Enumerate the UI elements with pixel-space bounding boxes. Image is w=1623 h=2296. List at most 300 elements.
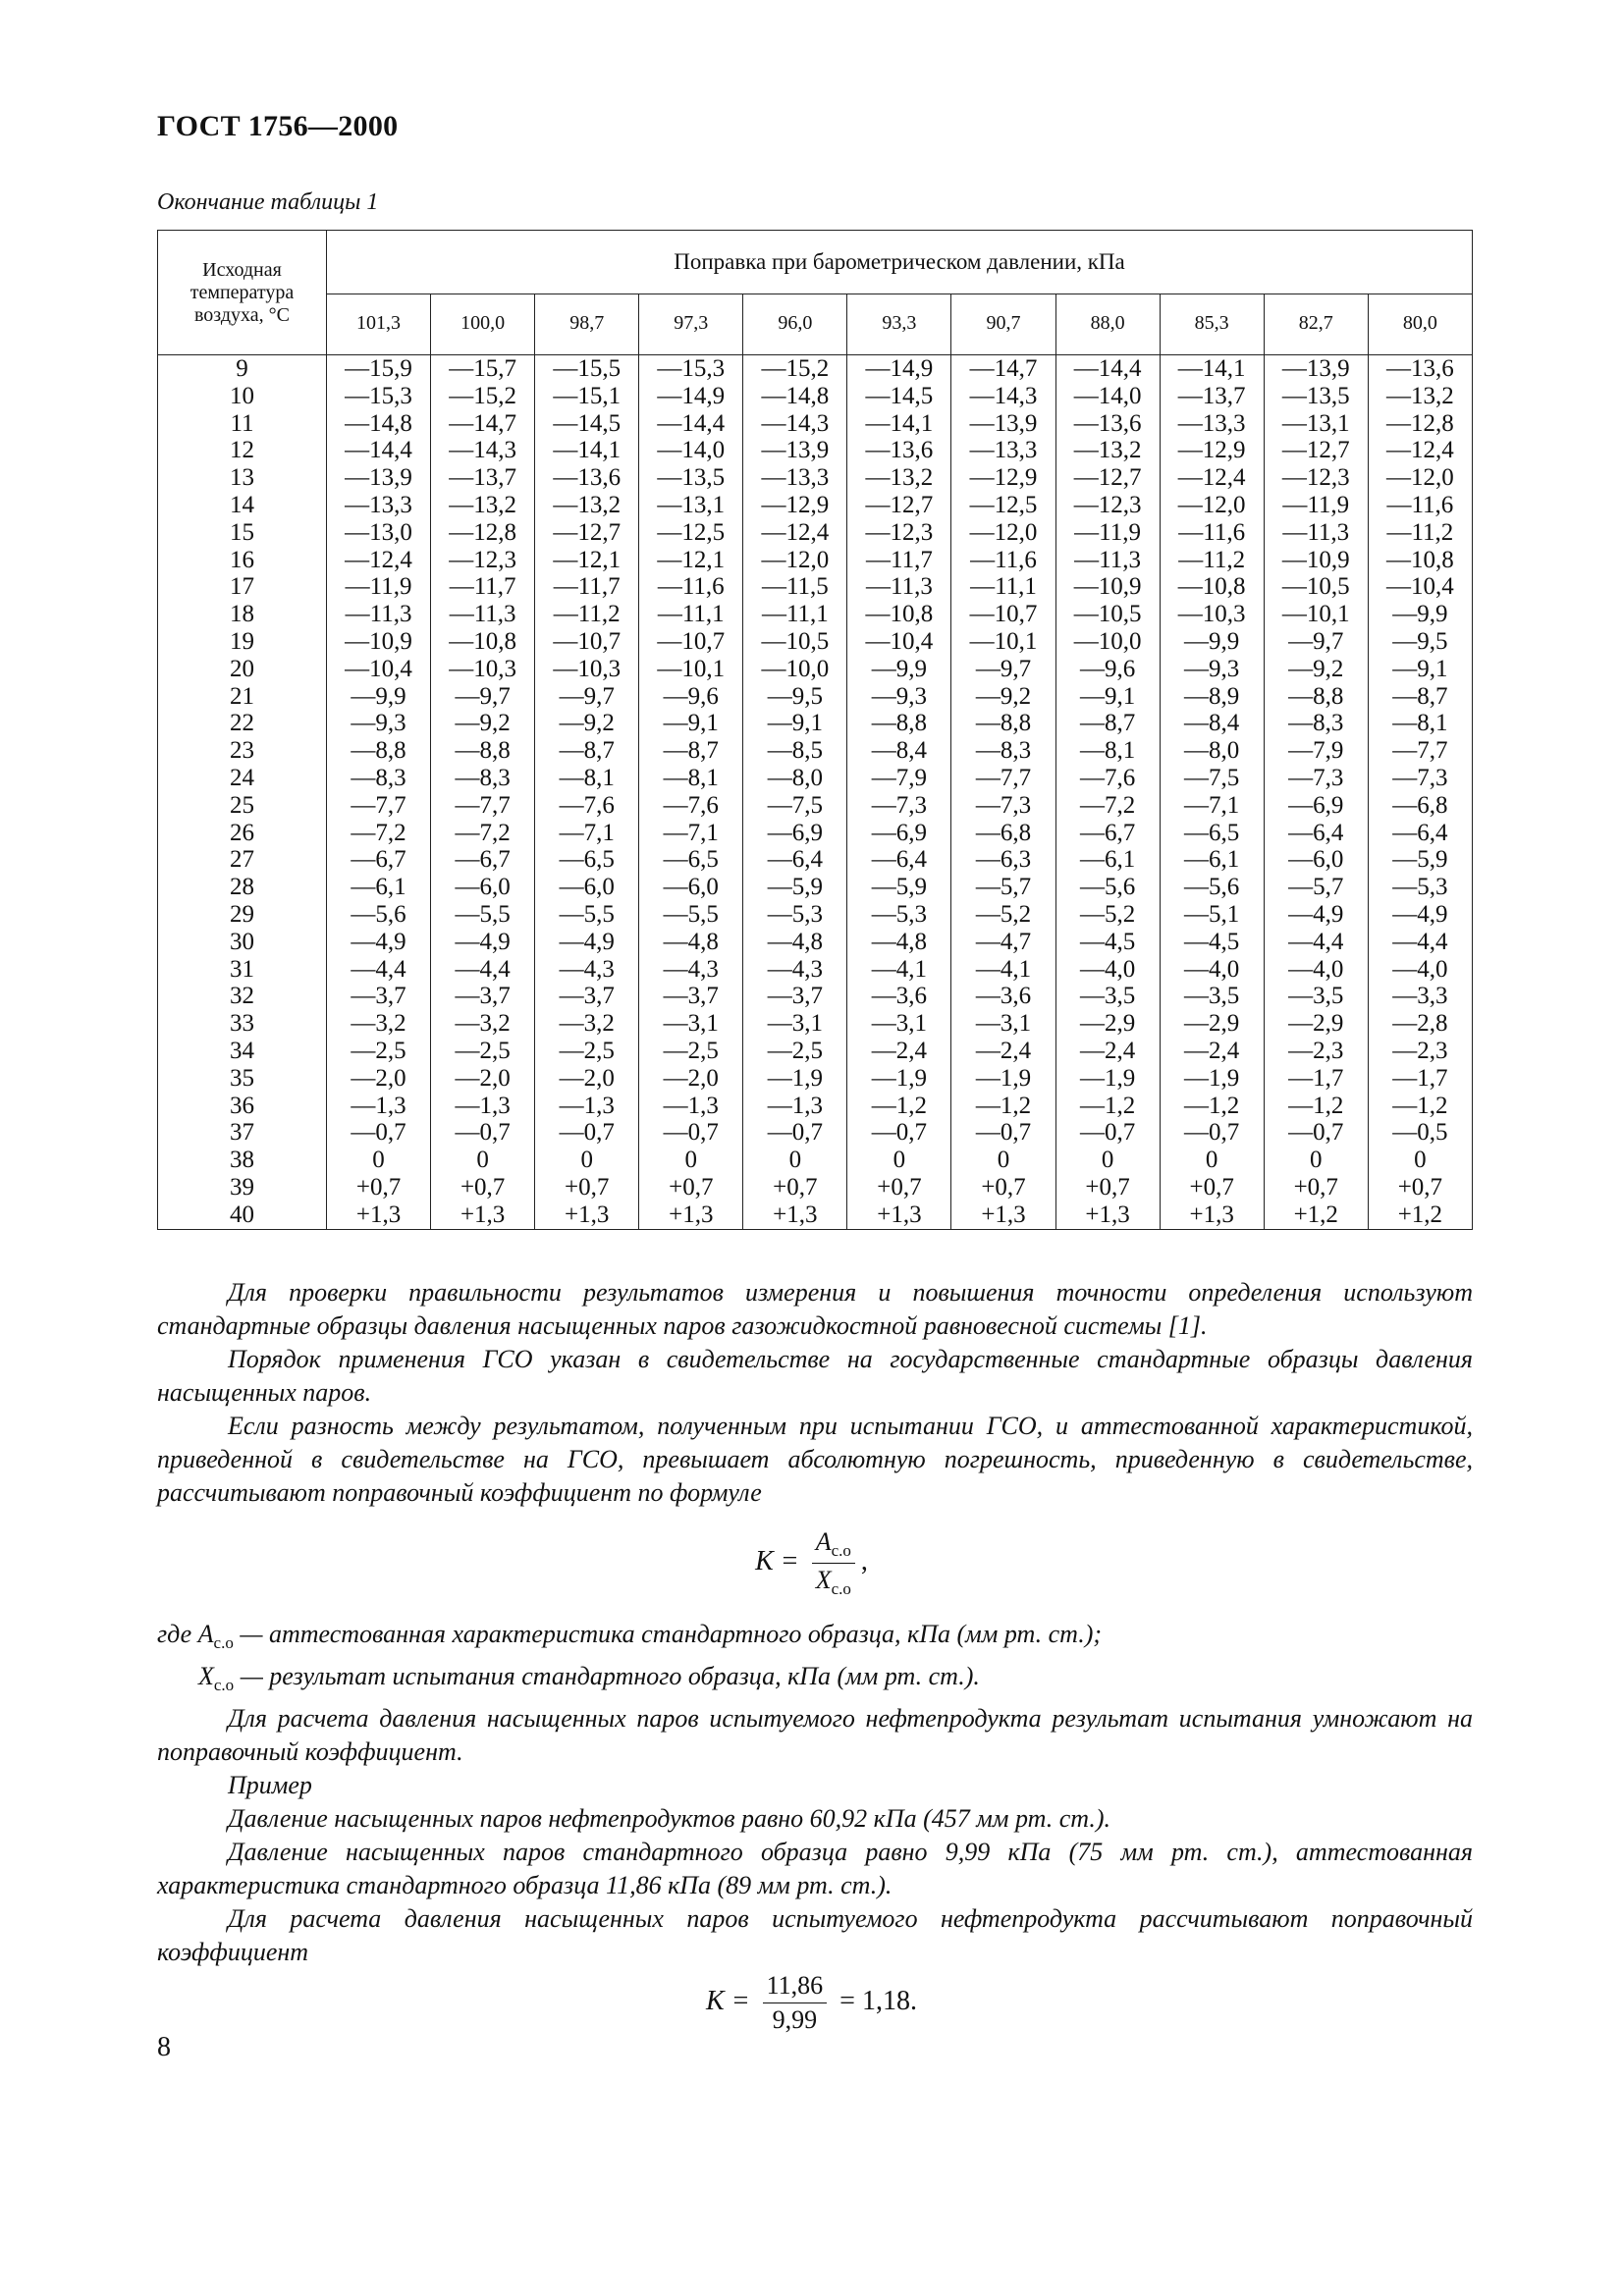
- correction-value: —4,9: [559, 928, 615, 955]
- correction-value: —3,2: [455, 1010, 511, 1038]
- correction-value: —2,0: [455, 1064, 511, 1092]
- correction-value: —11,7: [449, 573, 516, 601]
- correction-value: —10,5: [761, 627, 830, 655]
- correction-value: —8,8: [1288, 682, 1344, 710]
- document-code-header: ГОСТ 1756—2000: [157, 110, 399, 142]
- correction-value: —8,3: [975, 737, 1032, 765]
- correction-value: —8,3: [455, 764, 511, 791]
- correction-value: —9,2: [1288, 655, 1344, 682]
- correction-value: —10,4: [865, 627, 934, 655]
- correction-value: 0: [1414, 1147, 1427, 1174]
- temperature-value: 13: [230, 464, 254, 492]
- correction-value: —4,8: [663, 928, 719, 955]
- temperature-value: 11: [230, 409, 254, 437]
- correction-value: —1,2: [1392, 1092, 1448, 1119]
- correction-values-cell: [639, 355, 743, 1230]
- correction-value: —4,0: [1079, 955, 1136, 983]
- correction-value: —13,6: [553, 464, 622, 492]
- correction-value: —7,2: [1079, 791, 1136, 819]
- correction-value: —14,1: [553, 437, 622, 464]
- correction-value: —7,7: [455, 791, 511, 819]
- correction-value: —8,4: [1184, 710, 1240, 737]
- correction-value: —1,3: [767, 1092, 823, 1119]
- correction-value: —9,1: [1079, 682, 1136, 710]
- correction-value: —9,9: [1184, 627, 1240, 655]
- formula-result: = 1,18.: [839, 1985, 917, 2016]
- correction-value: +1,2: [1397, 1201, 1443, 1228]
- temperature-value: 27: [230, 846, 254, 874]
- correction-value: —4,9: [1288, 900, 1344, 928]
- correction-value: —10,9: [1281, 546, 1350, 573]
- correction-value: —15,9: [345, 355, 412, 382]
- correction-values-cell: [1264, 355, 1368, 1230]
- correction-value: —8,7: [1392, 682, 1448, 710]
- correction-value: —6,4: [1392, 819, 1448, 846]
- pressure-header-cell: 98,7: [535, 294, 639, 354]
- correction-value: —13,1: [1281, 409, 1350, 437]
- correction-value: —13,9: [761, 437, 830, 464]
- correction-value: —0,7: [351, 1119, 406, 1147]
- correction-value: —1,3: [455, 1092, 511, 1119]
- correction-value: —4,0: [1392, 955, 1448, 983]
- correction-value: —9,6: [663, 682, 719, 710]
- correction-value: —0,7: [663, 1119, 719, 1147]
- formula-fraction: [812, 1527, 855, 1599]
- correction-value: —8,8: [871, 710, 928, 737]
- correction-value: —12,1: [553, 546, 622, 573]
- correction-value: —8,7: [1079, 710, 1136, 737]
- correction-value: —1,9: [975, 1064, 1032, 1092]
- temperature-value: 26: [230, 819, 254, 846]
- correction-value: —12,8: [1386, 409, 1454, 437]
- correction-value: —14,0: [1073, 382, 1142, 409]
- correction-value: —14,0: [657, 437, 726, 464]
- formula-k-ratio: [0, 1527, 1623, 1599]
- correction-value: 0: [788, 1147, 802, 1174]
- example-line: Для расчета давления насыщенных паров испытуемого нефтепродукта рассчитывают поправочный коэффициент: [157, 1904, 1473, 1967]
- correction-value: +1,3: [355, 1201, 402, 1228]
- correction-value: —12,0: [761, 546, 830, 573]
- pressure-header-cell: 82,7: [1264, 294, 1368, 354]
- correction-values-cell: [431, 355, 535, 1230]
- correction-value: —8,4: [871, 737, 928, 765]
- correction-value: —3,6: [975, 983, 1032, 1010]
- paragraph: Для расчета давления насыщенных паров испытуемого нефтепродукта результат испытания умножают на поправочный коэффициент.: [157, 1704, 1473, 1767]
- correction-value: —7,1: [559, 819, 615, 846]
- correction-value: —3,7: [559, 983, 615, 1010]
- temperature-column-header: Исходная температура воздуха, °С: [158, 231, 327, 355]
- formula-denominator: 9,99: [772, 2005, 818, 2034]
- correction-value: —8,0: [1184, 737, 1240, 765]
- correction-value: —7,6: [559, 791, 615, 819]
- correction-value: —6,3: [975, 846, 1032, 874]
- correction-value: —0,7: [975, 1119, 1032, 1147]
- correction-value: —13,3: [1177, 409, 1246, 437]
- temperature-value: 22: [230, 710, 254, 737]
- correction-value: —6,1: [351, 874, 406, 901]
- correction-value: —14,4: [345, 437, 412, 464]
- correction-value: +0,7: [460, 1173, 506, 1201]
- correction-value: —2,0: [351, 1064, 406, 1092]
- correction-value: —5,7: [975, 874, 1032, 901]
- correction-value: —11,1: [761, 601, 829, 628]
- correction-value: —13,2: [449, 491, 516, 518]
- temperature-value: 20: [230, 655, 254, 682]
- correction-value: —10,0: [761, 655, 830, 682]
- paragraph: Порядок применения ГСО указан в свидетельстве на государственные стандартные образцы давления насыщенных паров.: [157, 1345, 1473, 1407]
- temperature-value: 30: [230, 928, 254, 955]
- temperature-value: 32: [230, 983, 254, 1010]
- correction-value: —2,5: [767, 1037, 823, 1064]
- correction-value: —3,5: [1288, 983, 1344, 1010]
- correction-value: —5,7: [1288, 874, 1344, 901]
- correction-value: —12,3: [449, 546, 516, 573]
- correction-value: —4,5: [1184, 928, 1240, 955]
- correction-value: —11,6: [970, 546, 1037, 573]
- correction-value: —10,9: [345, 627, 412, 655]
- correction-value: —10,8: [449, 627, 516, 655]
- correction-value: —6,1: [1184, 846, 1240, 874]
- correction-value: —6,7: [351, 846, 406, 874]
- correction-value: —3,5: [1184, 983, 1240, 1010]
- correction-value: —1,2: [1288, 1092, 1344, 1119]
- temperature-value: 21: [230, 682, 254, 710]
- correction-value: —3,7: [455, 983, 511, 1010]
- correction-value: —13,6: [1386, 355, 1454, 382]
- correction-value: —11,9: [1074, 518, 1141, 546]
- correction-value: —4,4: [1288, 928, 1344, 955]
- correction-value: —9,9: [1392, 601, 1448, 628]
- page-number: 8: [157, 2032, 171, 2062]
- correction-value: —4,9: [351, 928, 406, 955]
- correction-value: —7,2: [351, 819, 406, 846]
- correction-value: —12,5: [969, 491, 1038, 518]
- correction-value: —14,9: [865, 355, 934, 382]
- correction-value: —2,4: [871, 1037, 928, 1064]
- temperature-value: 19: [230, 627, 254, 655]
- correction-value: —7,9: [1288, 737, 1344, 765]
- correction-value: 0: [372, 1147, 385, 1174]
- correction-value: —13,9: [1281, 355, 1350, 382]
- correction-value: —11,2: [1178, 546, 1246, 573]
- correction-value: +0,7: [1085, 1173, 1130, 1201]
- definition-x: $X_{с.о}$ — результат испытания стандартного образца, кПа (мм рт. ст.).: [198, 1662, 980, 1695]
- correction-value: —11,6: [1386, 491, 1454, 518]
- correction-value: —2,9: [1184, 1010, 1240, 1038]
- correction-value: —5,5: [559, 900, 615, 928]
- correction-value: —5,9: [767, 874, 823, 901]
- correction-value: +0,7: [1293, 1173, 1338, 1201]
- correction-value: —4,9: [1392, 900, 1448, 928]
- formula-k-example: [0, 1971, 1623, 2035]
- correction-value: —5,3: [1392, 874, 1448, 901]
- temperature-value: 39: [230, 1173, 254, 1201]
- correction-value: —12,9: [1177, 437, 1246, 464]
- correction-value: —12,3: [1281, 464, 1350, 492]
- correction-value: —13,3: [761, 464, 830, 492]
- correction-value: —11,3: [449, 601, 516, 628]
- correction-value: —14,7: [969, 355, 1038, 382]
- correction-value: —7,7: [1392, 737, 1448, 765]
- correction-value: —9,9: [871, 655, 928, 682]
- correction-value: —8,0: [767, 764, 823, 791]
- correction-value: —6,4: [1288, 819, 1344, 846]
- correction-value: —8,1: [1079, 737, 1136, 765]
- correction-value: —2,0: [559, 1064, 615, 1092]
- correction-value: —13,5: [657, 464, 726, 492]
- correction-value: —1,3: [559, 1092, 615, 1119]
- correction-value: —11,3: [1074, 546, 1141, 573]
- correction-value: —9,7: [455, 682, 511, 710]
- correction-value: —7,1: [663, 819, 719, 846]
- correction-value: —6,4: [871, 846, 928, 874]
- correction-value: —10,3: [553, 655, 622, 682]
- correction-value: —7,7: [351, 791, 406, 819]
- correction-value: —11,3: [866, 573, 933, 601]
- correction-value: —7,3: [871, 791, 928, 819]
- temperature-value: 17: [230, 573, 254, 601]
- correction-value: —10,4: [345, 655, 412, 682]
- pressure-header-cell: 96,0: [743, 294, 847, 354]
- correction-value: —1,2: [871, 1092, 928, 1119]
- temperature-value: 23: [230, 737, 254, 765]
- correction-value: —1,2: [975, 1092, 1032, 1119]
- correction-value: —6,5: [1184, 819, 1240, 846]
- correction-value: —10,4: [1386, 573, 1454, 601]
- correction-value: —10,8: [1177, 573, 1246, 601]
- correction-value: 0: [684, 1147, 698, 1174]
- correction-value: —11,2: [553, 601, 621, 628]
- temperature-value: 10: [230, 382, 254, 409]
- correction-value: —2,9: [1079, 1010, 1136, 1038]
- correction-value: —4,0: [1288, 955, 1344, 983]
- correction-value: —0,5: [1392, 1119, 1448, 1147]
- example-line: Давление насыщенных паров нефтепродуктов равно 60,92 кПа (457 мм рт. ст.).: [228, 1804, 1111, 1834]
- correction-value: —12,0: [1386, 464, 1454, 492]
- correction-value: —11,7: [553, 573, 621, 601]
- correction-value: —8,5: [767, 737, 823, 765]
- temperature-value: 33: [230, 1010, 254, 1038]
- pressure-header-cell: 88,0: [1055, 294, 1160, 354]
- correction-value: —3,2: [351, 1010, 406, 1038]
- correction-value: —0,7: [871, 1119, 928, 1147]
- temperature-value: 31: [230, 955, 254, 983]
- correction-value: —9,3: [1184, 655, 1240, 682]
- formula-denominator: $X_{с.о}$: [815, 1566, 851, 1599]
- correction-value: —12,9: [969, 464, 1038, 492]
- correction-value: —7,6: [663, 791, 719, 819]
- correction-value: —6,0: [1288, 846, 1344, 874]
- correction-value: —5,2: [975, 900, 1032, 928]
- correction-value: —0,7: [767, 1119, 823, 1147]
- correction-value: —3,1: [975, 1010, 1032, 1038]
- correction-value: —4,3: [767, 955, 823, 983]
- correction-value: —13,2: [1073, 437, 1142, 464]
- correction-value: —9,2: [975, 682, 1032, 710]
- temperature-value: 16: [230, 546, 254, 573]
- correction-value: —1,7: [1392, 1064, 1448, 1092]
- temperature-value: 29: [230, 900, 254, 928]
- correction-value: —5,3: [871, 900, 928, 928]
- correction-value: —1,9: [767, 1064, 823, 1092]
- correction-value: —8,8: [455, 737, 511, 765]
- correction-value: —8,3: [1288, 710, 1344, 737]
- correction-value: —2,4: [975, 1037, 1032, 1064]
- correction-value: —10,1: [969, 627, 1038, 655]
- pressure-header-cell: 100,0: [431, 294, 535, 354]
- pressure-header-cell: 93,3: [847, 294, 951, 354]
- correction-value: +0,7: [669, 1173, 714, 1201]
- correction-value: —8,1: [559, 764, 615, 791]
- correction-value: —13,3: [345, 491, 412, 518]
- correction-value: 0: [476, 1147, 489, 1174]
- definitions-block: [157, 1618, 1473, 1969]
- correction-value: —0,7: [1288, 1119, 1344, 1147]
- correction-value: —14,1: [1177, 355, 1246, 382]
- correction-value: —5,1: [1184, 900, 1240, 928]
- correction-value: —15,7: [449, 355, 516, 382]
- correction-value: —1,9: [1184, 1064, 1240, 1092]
- correction-value: —5,6: [351, 900, 406, 928]
- correction-value: —9,2: [559, 710, 615, 737]
- correction-value: —6,9: [767, 819, 823, 846]
- correction-value: —4,4: [1392, 928, 1448, 955]
- correction-value: —12,3: [1073, 491, 1142, 518]
- correction-value: —14,4: [1073, 355, 1142, 382]
- correction-values-cell: [1055, 355, 1160, 1230]
- pressure-header-row: [158, 294, 1473, 354]
- correction-value: —3,6: [871, 983, 928, 1010]
- temperature-value: 36: [230, 1092, 254, 1119]
- correction-value: 0: [1101, 1147, 1114, 1174]
- correction-value: —14,5: [553, 409, 622, 437]
- correction-value: —4,8: [767, 928, 823, 955]
- pressure-header-cell: 85,3: [1160, 294, 1264, 354]
- correction-value: +1,3: [565, 1201, 610, 1228]
- correction-value: —7,3: [975, 791, 1032, 819]
- correction-value: —14,9: [657, 382, 726, 409]
- correction-value: —12,3: [865, 518, 934, 546]
- correction-value: —10,7: [553, 627, 622, 655]
- correction-value: —9,5: [1392, 627, 1448, 655]
- correction-value: +0,7: [1397, 1173, 1443, 1201]
- correction-value: —9,9: [351, 682, 406, 710]
- correction-value: —11,3: [345, 601, 412, 628]
- correction-value: —10,5: [1073, 601, 1142, 628]
- correction-value: —5,5: [663, 900, 719, 928]
- correction-value: —2,5: [663, 1037, 719, 1064]
- correction-value: —8,8: [975, 710, 1032, 737]
- correction-value: —12,7: [553, 518, 622, 546]
- correction-value: —3,7: [351, 983, 406, 1010]
- correction-value: —12,7: [1073, 464, 1142, 492]
- correction-value: —13,7: [449, 464, 516, 492]
- correction-value: 0: [1309, 1147, 1323, 1174]
- correction-value: —4,3: [663, 955, 719, 983]
- correction-value: —12,4: [761, 518, 830, 546]
- correction-value: —2,5: [559, 1037, 615, 1064]
- correction-value: —9,1: [767, 710, 823, 737]
- correction-value: —2,5: [351, 1037, 406, 1064]
- correction-value: —15,2: [449, 382, 516, 409]
- correction-value: —7,3: [1288, 764, 1344, 791]
- correction-value: —3,3: [1392, 983, 1448, 1010]
- correction-value: +1,3: [669, 1201, 714, 1228]
- formula-numerator: 11,86: [763, 1971, 828, 2003]
- correction-value: +1,3: [1085, 1201, 1130, 1228]
- correction-value: —2,4: [1184, 1037, 1240, 1064]
- correction-value: —13,1: [657, 491, 726, 518]
- correction-value: —5,6: [1079, 874, 1136, 901]
- correction-values-cell: [1368, 355, 1472, 1230]
- correction-value: —2,0: [663, 1064, 719, 1092]
- correction-value: —13,3: [969, 437, 1038, 464]
- correction-value: —2,3: [1392, 1037, 1448, 1064]
- pressure-header-cell: 97,3: [639, 294, 743, 354]
- correction-value: —1,2: [1079, 1092, 1136, 1119]
- correction-value: —10,8: [1386, 546, 1454, 573]
- correction-value: —10,7: [969, 601, 1038, 628]
- correction-value: —7,3: [1392, 764, 1448, 791]
- correction-value: —11,2: [1386, 518, 1454, 546]
- pressure-span-header: Поправка при барометрическом давлении, кПа: [327, 231, 1473, 294]
- correction-value: —2,9: [1288, 1010, 1344, 1038]
- correction-value: —6,9: [1288, 791, 1344, 819]
- correction-value: +1,3: [460, 1201, 506, 1228]
- correction-values-cell: [1160, 355, 1264, 1230]
- table-caption: Окончание таблицы 1: [157, 189, 379, 215]
- correction-value: —14,3: [761, 409, 830, 437]
- correction-value: —5,3: [767, 900, 823, 928]
- correction-value: —7,9: [871, 764, 928, 791]
- correction-value: —6,8: [1392, 791, 1448, 819]
- correction-value: —13,5: [1281, 382, 1350, 409]
- pressure-header-cell: 80,0: [1368, 294, 1472, 354]
- correction-value: —5,9: [1392, 846, 1448, 874]
- formula-tail: ,: [860, 1546, 868, 1577]
- correction-value: —11,6: [1178, 518, 1246, 546]
- correction-value: —12,8: [449, 518, 516, 546]
- correction-value: —12,4: [1386, 437, 1454, 464]
- correction-value: —11,7: [866, 546, 933, 573]
- correction-value: —14,5: [865, 382, 934, 409]
- correction-value: —12,9: [761, 491, 830, 518]
- correction-value: +1,3: [981, 1201, 1026, 1228]
- correction-value: —8,7: [663, 737, 719, 765]
- correction-value: —14,7: [449, 409, 516, 437]
- paragraph: Для проверки правильности результатов измерения и повышения точности определения используют стандартные образцы давления насыщенных паров газожидкостной равновесной системы [1].: [157, 1278, 1473, 1340]
- correction-value: —8,8: [351, 737, 406, 765]
- correction-values-cell: [847, 355, 951, 1230]
- correction-value: —4,1: [975, 955, 1032, 983]
- correction-value: —6,8: [975, 819, 1032, 846]
- temperature-value: 25: [230, 791, 254, 819]
- correction-value: —12,0: [1177, 491, 1246, 518]
- formula-fraction: [763, 1971, 828, 2035]
- correction-value: —3,1: [663, 1010, 719, 1038]
- correction-value: —2,4: [1079, 1037, 1136, 1064]
- correction-value: —6,1: [1079, 846, 1136, 874]
- correction-value: —6,7: [455, 846, 511, 874]
- temperature-value: 24: [230, 764, 254, 791]
- correction-value: —8,3: [351, 764, 406, 791]
- correction-value: —7,6: [1079, 764, 1136, 791]
- correction-value: —11,5: [761, 573, 829, 601]
- example-title: Пример: [228, 1771, 312, 1800]
- correction-value: —6,5: [559, 846, 615, 874]
- correction-value: —1,3: [663, 1092, 719, 1119]
- correction-value: —4,8: [871, 928, 928, 955]
